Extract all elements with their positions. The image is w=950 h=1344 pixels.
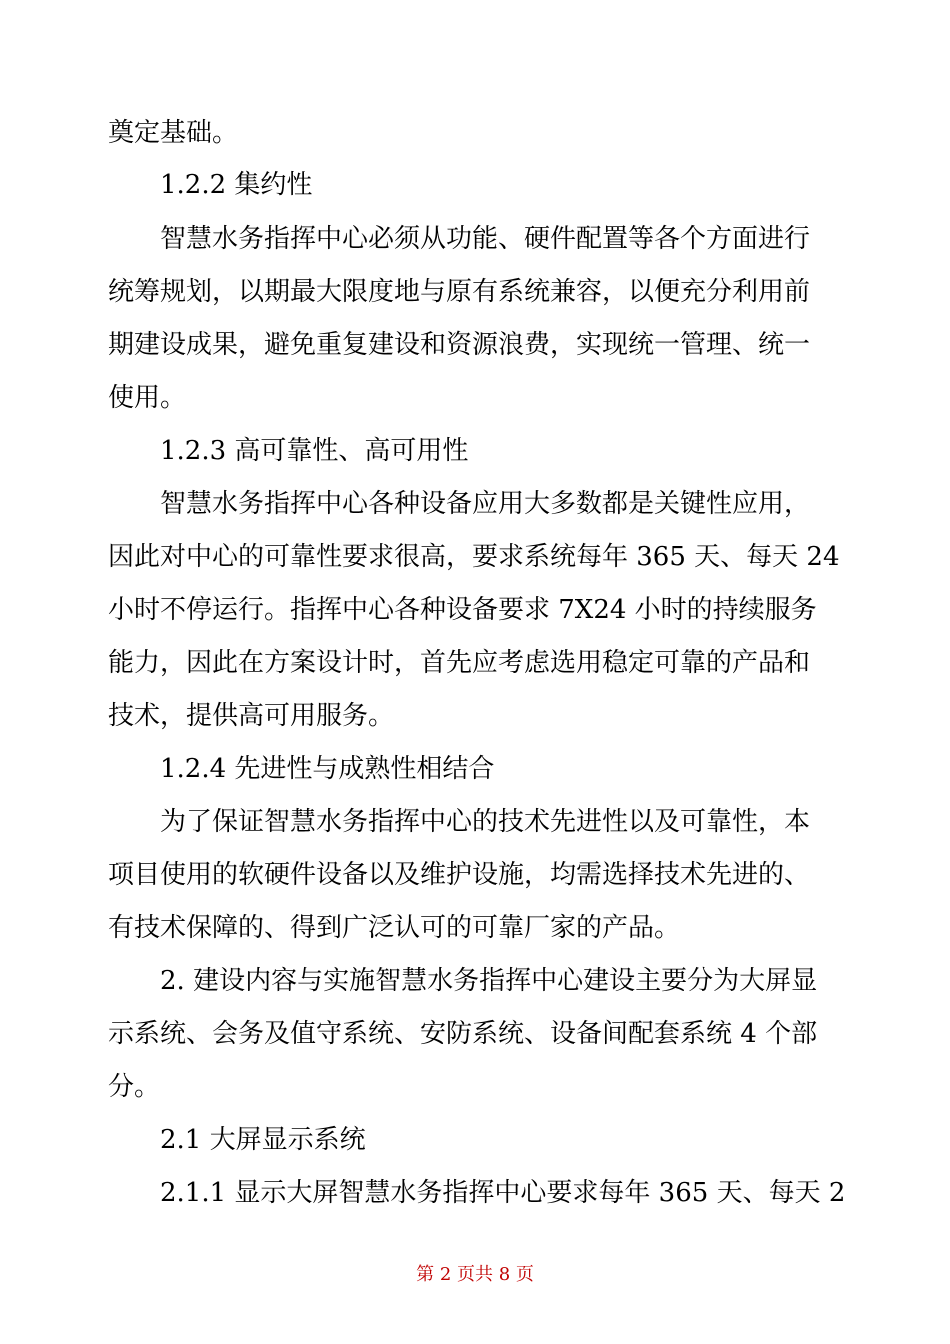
section-heading: 2.1 大屏显示系统	[160, 1125, 366, 1155]
page-number-footer: 第 2 页共 8 页	[416, 1264, 534, 1285]
text-line: 有技术保障的、得到广泛认可的可靠厂家的产品。	[108, 913, 681, 943]
text-line: 统筹规划，以期最大限度地与原有系统兼容，以便充分利用前	[108, 277, 811, 307]
text-line: 分。	[108, 1072, 161, 1102]
text-line: 小时不停运行。指挥中心各种设备要求 7X24 小时的持续服务	[108, 595, 817, 625]
text-line: 奠定基础。	[108, 118, 239, 148]
section-heading: 2.1.1 显示大屏智慧水务指挥中心要求每年 365 天、每天 2	[160, 1178, 846, 1208]
text-line: 因此对中心的可靠性要求很高，要求系统每年 365 天、每天 24	[108, 542, 840, 572]
text-line: 能力，因此在方案设计时，首先应考虑选用稳定可靠的产品和	[108, 648, 811, 678]
section-heading: 2. 建设内容与实施智慧水务指挥中心建设主要分为大屏显	[160, 966, 818, 996]
text-line: 智慧水务指挥中心各种设备应用大多数都是关键性应用，	[160, 489, 811, 519]
section-heading: 1.2.4 先进性与成熟性相结合	[160, 754, 495, 784]
text-line: 技术，提供高可用服务。	[108, 701, 395, 731]
text-line: 期建设成果，避免重复建设和资源浪费，实现统一管理、统一	[108, 330, 811, 360]
text-line: 使用。	[108, 383, 187, 413]
text-line: 为了保证智慧水务指挥中心的技术先进性以及可靠性，本	[160, 807, 811, 837]
text-line: 智慧水务指挥中心必须从功能、硬件配置等各个方面进行	[160, 224, 811, 254]
text-line: 项目使用的软硬件设备以及维护设施，均需选择技术先进的、	[108, 860, 811, 890]
section-heading: 1.2.2 集约性	[160, 170, 313, 200]
section-heading: 1.2.3 高可靠性、高可用性	[160, 436, 469, 466]
text-line: 示系统、会务及值守系统、安防系统、设备间配套系统 4 个部	[108, 1019, 818, 1049]
